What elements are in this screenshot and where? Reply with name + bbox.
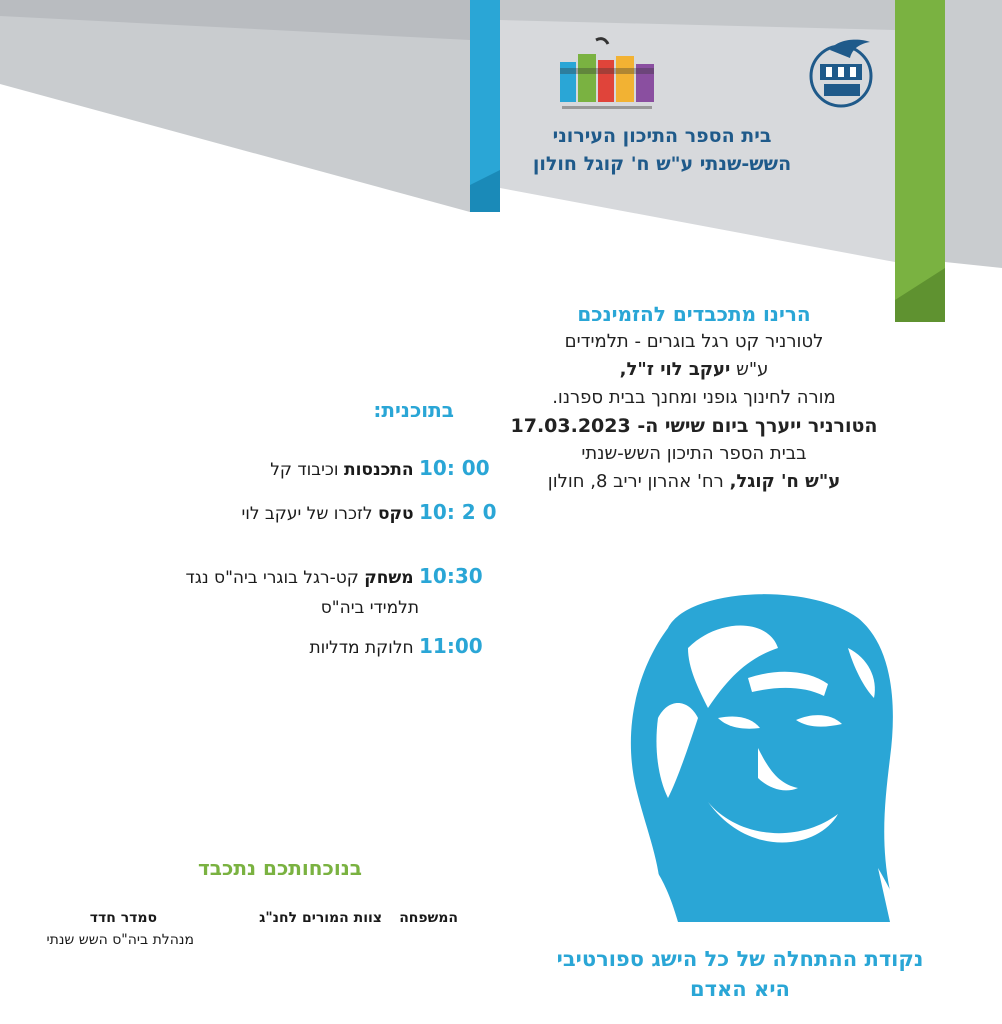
program-time: 10:30 <box>419 564 483 588</box>
school-name <box>482 122 842 178</box>
invitation-address-line: ע"ש ח' קוגל, רח' אהרון יריב 8, חולון <box>547 471 841 492</box>
signature-family: המשפחה <box>399 910 458 926</box>
signature-principal-role: מנהלת ביה"ס השש שנתי <box>46 932 194 948</box>
far-right-gray <box>945 0 1002 268</box>
signature-principal-name: סמדר חדד <box>89 910 157 926</box>
program-item-continuation: תלמידי ביה"ס <box>320 598 419 618</box>
presence-title: בנוכחותכם נתכבד <box>198 856 362 880</box>
school-torch-logo-icon <box>808 36 874 110</box>
school-name-line2: השש-שנתי ע"ש ח' קוגל חולון <box>532 153 792 175</box>
tournament-date-line: הטורניר ייערך ביום שישי ה- 17.03.2023 <box>510 415 878 437</box>
school-name-line1: בית הספר התיכון העירוני <box>552 125 772 147</box>
program-item: 10:30 משחק קט-רגל בוגרי ביה"ס נגד <box>186 560 497 594</box>
program-item: 11:00 חלוקת מדליות <box>309 630 497 664</box>
invitation-headline: הרינו מתכבדים להזמינכם <box>577 302 811 326</box>
motto-line-1: נקודת ההתחלה של כל הישג ספורטיבי <box>556 947 924 971</box>
honoree-portrait <box>628 588 910 922</box>
program-title: בתוכנית: <box>373 398 454 422</box>
program-item: 10: 00 התכנסות וכיבוד קל <box>270 452 497 486</box>
invitation-line-1: לטורניר קט רגל בוגרים - תלמידים <box>564 331 824 352</box>
honoree-name: יעקב לוי ז"ל, <box>619 359 731 380</box>
motto <box>518 944 962 1004</box>
signature-staff: צוות המורים לחנ"ג <box>259 910 382 926</box>
program-time: 10: 00 <box>419 456 490 480</box>
invitation-line-5: בבית הספר התיכון השש-שנתי <box>581 443 807 464</box>
invitation-line-3: מורה לחינוך גופני ומחנך בבית ספרנו. <box>552 387 836 408</box>
program-time: 11:00 <box>419 634 483 658</box>
invitation-line-2: ע"ש יעקב לוי ז"ל, <box>619 359 769 380</box>
invitation-block <box>474 300 914 496</box>
motto-line-2: היא האדם <box>690 977 790 1001</box>
holon-city-logo-icon <box>556 34 658 114</box>
program-item: 10: 2 0 טקס לזכרו של יעקב לוי <box>241 496 497 530</box>
program-time: 10: 2 0 <box>419 500 497 524</box>
